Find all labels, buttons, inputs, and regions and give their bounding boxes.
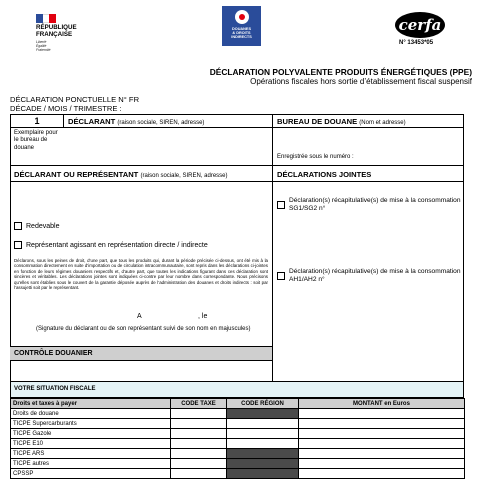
douanes-line-3: INDIRECTS bbox=[231, 35, 252, 40]
cerfa-logo: cerfa bbox=[395, 12, 445, 38]
declarant-hint: (raison sociale, SIREN, adresse) bbox=[117, 120, 205, 126]
douanes-logo bbox=[222, 6, 261, 46]
controle-title: CONTRÔLE DOUANIER bbox=[14, 350, 93, 357]
bureau-title: BUREAU DE DOUANE bbox=[277, 117, 358, 126]
declaration-ponctuelle-label: DÉCLARATION PONCTUELLE N° FR bbox=[10, 95, 140, 104]
jointes-item-sg-label: Déclaration(s) récapitulative(s) de mise à la consommation SG1/SG2 n° bbox=[289, 197, 461, 212]
column-header: CODE TAXE bbox=[171, 399, 227, 409]
exemplaire-label: Exemplaire pour le bureau de douane bbox=[14, 130, 58, 151]
code-region-cell bbox=[227, 459, 299, 469]
code-taxe-cell[interactable] bbox=[171, 469, 227, 479]
table-row bbox=[11, 439, 465, 449]
declarant-label bbox=[68, 117, 204, 126]
code-region-cell[interactable] bbox=[227, 429, 299, 439]
tax-label: TICPE ARS bbox=[11, 449, 171, 459]
montant-cell[interactable] bbox=[299, 429, 465, 439]
document-subtitle: Opérations fiscales hors sortie d’établissement fiscal suspensif bbox=[250, 77, 472, 86]
redevable-checkbox[interactable] bbox=[14, 222, 22, 230]
code-taxe-cell[interactable] bbox=[171, 439, 227, 449]
rf-motto-1: Liberté bbox=[36, 40, 47, 45]
table-row bbox=[11, 459, 465, 469]
bureau-label bbox=[277, 117, 406, 126]
column-header: CODE RÉGION bbox=[227, 399, 299, 409]
tax-label: CPSSP bbox=[11, 469, 171, 479]
table-row bbox=[11, 449, 465, 459]
jointes-item-ah[interactable] bbox=[277, 268, 461, 284]
code-region-cell bbox=[227, 449, 299, 459]
montant-cell[interactable] bbox=[299, 439, 465, 449]
period-label: DÉCADE / MOIS / TRIMESTRE : bbox=[10, 104, 122, 113]
tax-label: TICPE Supercarburants bbox=[11, 419, 171, 429]
enregistree-label: Enregistrée sous le numéro : bbox=[277, 154, 354, 160]
code-taxe-cell[interactable] bbox=[171, 409, 227, 419]
montant-cell[interactable] bbox=[299, 449, 465, 459]
document-title: DÉCLARATION POLYVALENTE PRODUITS ÉNERGÉTIQUES (PPE) bbox=[209, 67, 472, 77]
jointes-item-sg[interactable] bbox=[277, 197, 461, 213]
rf-motto-2: Égalité bbox=[36, 44, 47, 49]
code-region-cell bbox=[227, 409, 299, 419]
tax-label: Droits de douane bbox=[11, 409, 171, 419]
montant-cell[interactable] bbox=[299, 459, 465, 469]
jointes-title: DÉCLARATIONS JOINTES bbox=[277, 170, 372, 179]
table-row bbox=[11, 429, 465, 439]
code-region-cell[interactable] bbox=[227, 419, 299, 429]
representant-label bbox=[14, 170, 228, 179]
divider bbox=[10, 127, 464, 128]
tax-table-header bbox=[11, 399, 465, 409]
representant-checkbox[interactable] bbox=[14, 241, 22, 249]
representant-option[interactable] bbox=[14, 241, 208, 249]
column-header: MONTANT en Euros bbox=[299, 399, 465, 409]
declarant-title: DÉCLARANT bbox=[68, 117, 116, 126]
redevable-option[interactable] bbox=[14, 222, 59, 230]
code-region-cell bbox=[227, 469, 299, 479]
code-taxe-cell[interactable] bbox=[171, 449, 227, 459]
tax-label: TICPE Gazole bbox=[11, 429, 171, 439]
douanes-line-1: DOUANES bbox=[232, 27, 251, 31]
ah-checkbox[interactable] bbox=[277, 272, 285, 280]
bureau-hint: (Nom et adresse) bbox=[359, 120, 406, 126]
representant-title: DÉCLARANT OU REPRÉSENTANT bbox=[14, 170, 139, 179]
representant-hint: (raison sociale, SIREN, adresse) bbox=[140, 173, 228, 179]
table-row bbox=[11, 419, 465, 429]
rf-title-2: FRANÇAISE bbox=[36, 30, 73, 38]
rf-motto-3: Fraternité bbox=[36, 48, 51, 53]
declaration-paragraph: Déclarons, sous les peines de droit, d’une part, que tous les produits qui, durant la période précisée ci-dessus, ont été mis à la consommation directement en suite d’importation ou de circulation intracommunautaire, sont repris dans les déclarations ci-jointes en fonction de leurs régimes douaniers respectifs et, d’autre part, que toutes les indications figurant dans ces déclaration sont sincères et véritables. Les déclarations jointes sont indiquées ci-contre par leur nombre dans correspondante. Nous précisons qu’elles sont établies sous le couvert de la garantie déposée auprès de l’administration des douanes et droits indirects : soit par l’assujetti soit par le représentant. bbox=[14, 258, 268, 291]
douanes-line-2: & DROITS bbox=[232, 31, 251, 36]
divider bbox=[10, 181, 464, 182]
code-taxe-cell[interactable] bbox=[171, 459, 227, 469]
douanes-emblem-icon bbox=[235, 10, 249, 24]
montant-cell[interactable] bbox=[299, 409, 465, 419]
tax-label: TICPE E10 bbox=[11, 439, 171, 449]
redevable-label: Redevable bbox=[26, 222, 60, 230]
tax-table bbox=[10, 398, 465, 479]
cerfa-number: N° 13453*05 bbox=[399, 40, 434, 46]
section-number: 1 bbox=[34, 116, 40, 126]
montant-cell[interactable] bbox=[299, 419, 465, 429]
tax-label: TICPE autres bbox=[11, 459, 171, 469]
code-taxe-cell[interactable] bbox=[171, 429, 227, 439]
montant-cell[interactable] bbox=[299, 469, 465, 479]
table-row bbox=[11, 409, 465, 419]
jointes-item-ah-label: Déclaration(s) récapitulative(s) de mise à la consommation AH1/AH2 n° bbox=[289, 268, 461, 283]
sg-checkbox[interactable] bbox=[277, 201, 285, 209]
code-region-cell[interactable] bbox=[227, 439, 299, 449]
republique-francaise-logo bbox=[8, 14, 77, 52]
marianne-flag-icon bbox=[36, 14, 56, 23]
rf-title-1: RÉPUBLIQUE bbox=[36, 24, 77, 31]
place-label: A bbox=[137, 313, 142, 320]
date-label: , le bbox=[198, 313, 208, 320]
situation-title: VOTRE SITUATION FISCALE bbox=[14, 386, 96, 392]
column-header: Droits et taxes à payer bbox=[11, 399, 171, 409]
code-taxe-cell[interactable] bbox=[171, 419, 227, 429]
representant-option-label: Représentant agissant en représentation directe / indirecte bbox=[26, 241, 208, 249]
signature-label: (Signature du déclarant ou de son représentant suivi de son nom en majuscules) bbox=[36, 326, 251, 332]
table-row bbox=[11, 469, 465, 479]
